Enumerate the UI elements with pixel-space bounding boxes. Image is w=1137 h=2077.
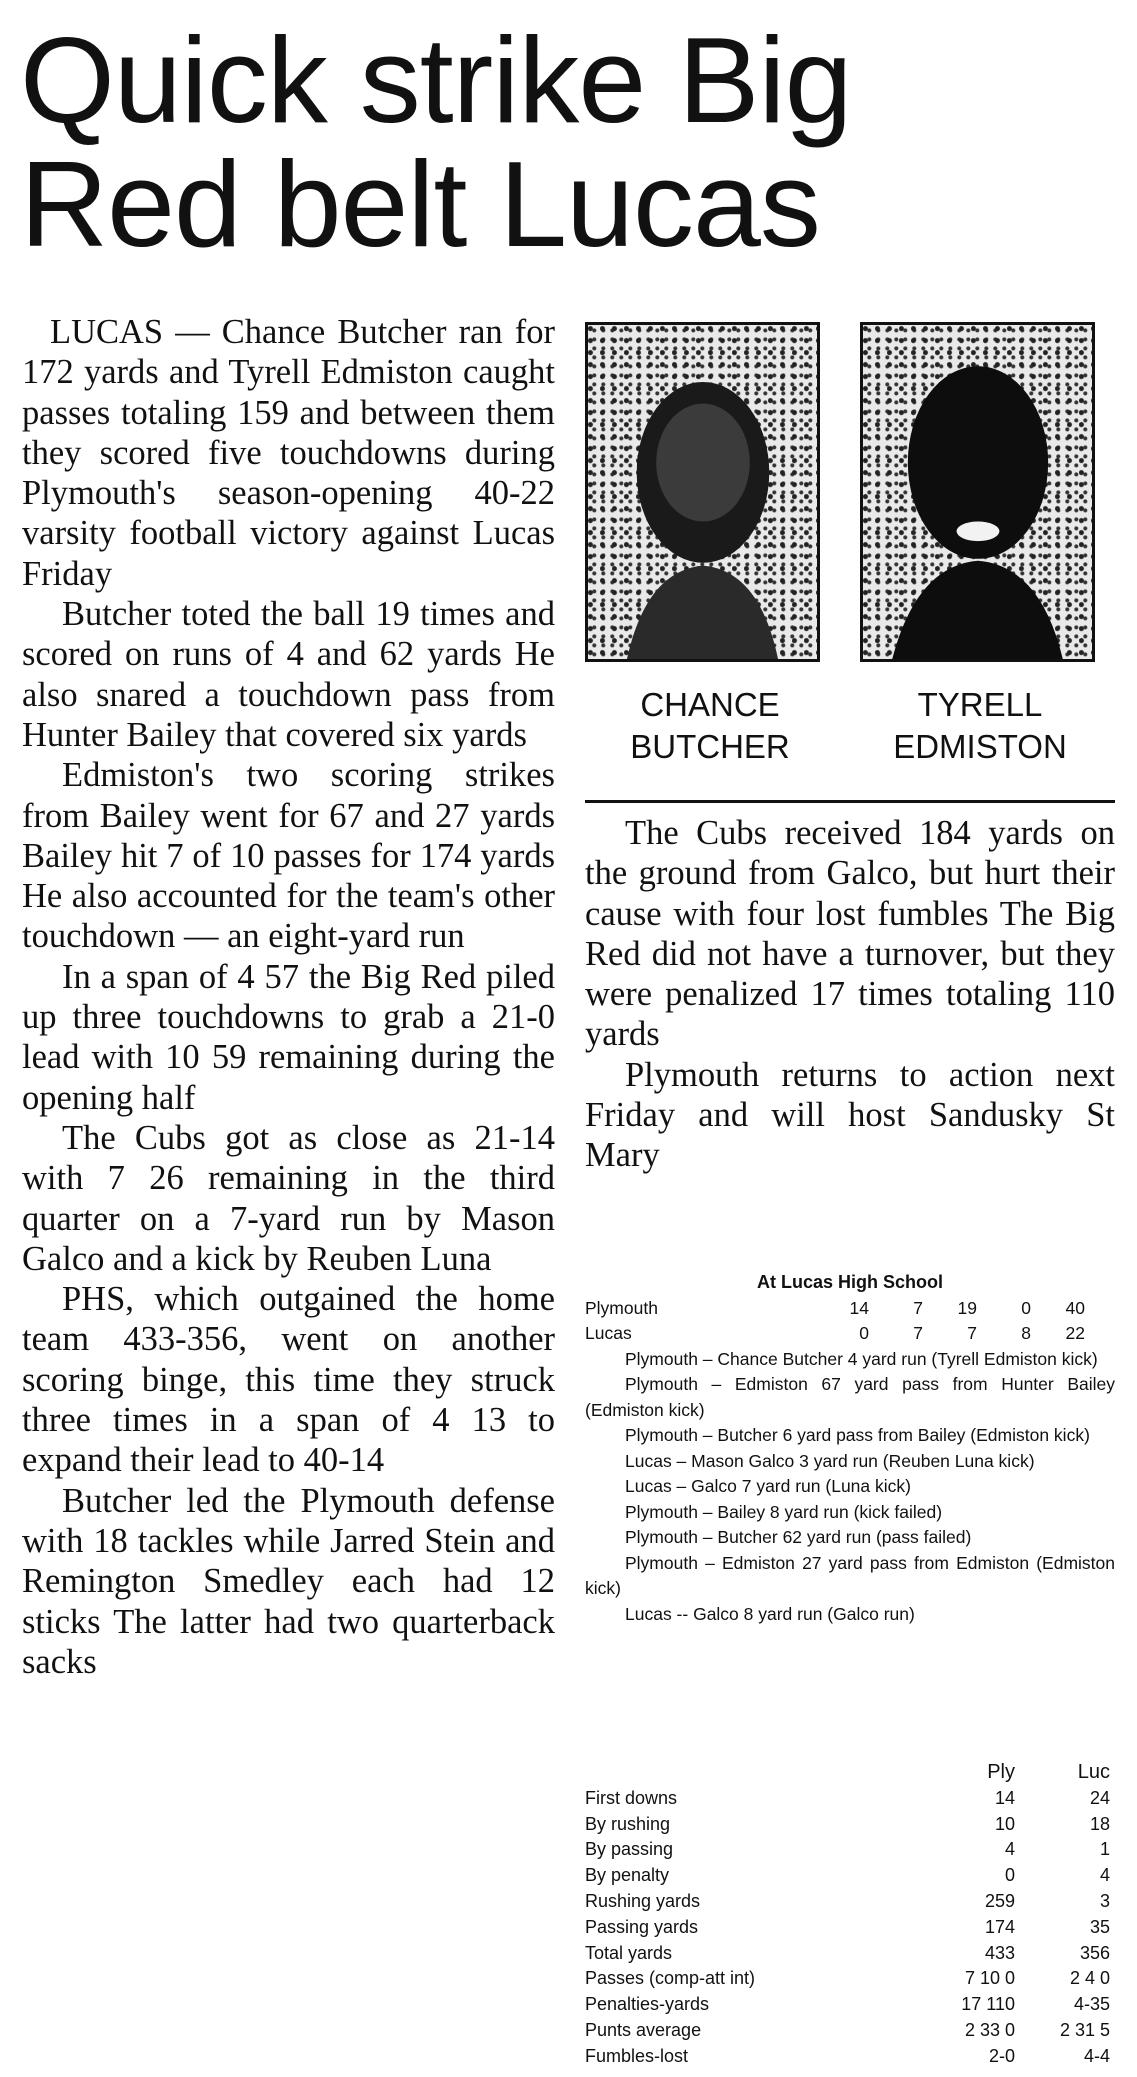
- team-name: Lucas: [585, 1323, 632, 1343]
- plymouth-value: 174: [984, 1916, 1015, 1937]
- stat-row: [585, 1941, 1115, 1967]
- quarter-score: 7: [967, 1323, 977, 1343]
- final-score: 22: [1065, 1323, 1085, 1343]
- quarter-score: 0: [1021, 1297, 1031, 1318]
- caption-chance-butcher: [585, 684, 835, 768]
- stat-row: [585, 1966, 1115, 1992]
- scoring-play: Plymouth – Bailey 8 yard run (kick failed): [625, 1501, 943, 1522]
- score-row: [585, 1321, 1115, 1347]
- plymouth-value: 4: [1004, 1839, 1015, 1860]
- scoring-summary: [585, 1270, 1115, 1627]
- column-divider: [585, 800, 1115, 803]
- scoring-play: Plymouth – Edmiston 67 yard pass from Hunter Bailey (Edmiston kick): [585, 1374, 1115, 1420]
- stat-row: [585, 2018, 1115, 2044]
- stat-row: [585, 1992, 1115, 2018]
- plymouth-value: 2-0: [988, 2045, 1015, 2066]
- paragraph: Plymouth returns to action next Friday and will host Sandusky St Mary: [585, 1055, 1115, 1175]
- quarter-score: 7: [913, 1297, 923, 1318]
- scoring-play: Plymouth – Chance Butcher 4 yard run (Tyrell Edmiston kick): [625, 1348, 1098, 1369]
- player-portrait-icon: [585, 322, 820, 662]
- caption-last-name: EDMISTON: [893, 728, 1067, 765]
- paragraph: PHS, which outgained the home team 433-356, went on another scoring binge, this time they struck three times in a span of 4 13 to expand their lead to 40-14: [22, 1280, 555, 1480]
- paragraph: In a span of 4 57 the Big Red piled up three touchdowns to grab a 21-0 lead with 10 59 remaining during the opening half: [22, 957, 555, 1117]
- lucas-value: 3: [1099, 1890, 1110, 1911]
- lucas-value: 4-4: [1083, 2045, 1110, 2066]
- scoring-play: Plymouth – Butcher 62 yard run (pass failed): [625, 1527, 972, 1547]
- scoring-play: Plymouth – Butcher 6 yard pass from Bailey (Edmiston kick): [625, 1425, 1090, 1445]
- lucas-value: 4: [1099, 1865, 1110, 1886]
- lucas-value: 35: [1089, 1916, 1110, 1937]
- quarter-score: 19: [957, 1297, 977, 1318]
- paragraph: The Cubs got as close as 21-14 with 7 26 remaining in the third quarter on a 7-yard run by Mason Galco and a kick by Reuben Luna: [22, 1118, 555, 1278]
- stat-label: By rushing: [585, 1813, 671, 1834]
- photo-captions: [585, 684, 1115, 784]
- plymouth-value: 2 33 0: [964, 2019, 1015, 2040]
- stat-label: By passing: [585, 1839, 674, 1860]
- stat-label: By penalty: [585, 1865, 670, 1886]
- scoring-play: Lucas – Galco 7 yard run (Luna kick): [625, 1476, 911, 1496]
- plymouth-value: 10: [994, 1813, 1015, 1834]
- stats-header: [585, 1760, 1115, 1786]
- stat-row: [585, 1915, 1115, 1941]
- scoring-play: Plymouth – Edmiston 27 yard pass from Edmiston (Edmiston kick): [585, 1552, 1115, 1598]
- lucas-value: 2 4 0: [1069, 1968, 1110, 1989]
- plymouth-value: 0: [1004, 1865, 1015, 1886]
- headline: [20, 12, 1120, 272]
- stat-label: Fumbles-lost: [585, 2045, 689, 2066]
- paragraph: Edmiston's two scoring strikes from Bailey went for 67 and 27 yards Bailey hit 7 of 10 passes for 174 yards He also accounted for the team's other touchdown — an eight-yard run: [22, 756, 555, 956]
- caption-tyrell-edmiston: [855, 684, 1105, 768]
- plymouth-header: Ply: [987, 1761, 1015, 1783]
- plymouth-value: 7 10 0: [964, 1968, 1015, 1989]
- team-name: Plymouth: [585, 1297, 658, 1318]
- stat-label: Passes (comp-att int): [585, 1968, 756, 1989]
- scoring-play: Lucas -- Galco 8 yard run (Galco run): [625, 1603, 915, 1624]
- paragraph: LUCAS — Chance Butcher ran for 172 yards and Tyrell Edmiston caught passes totaling 159 and between them they scored five touchdowns during Plymouth's season-opening 40-22 varsity football victory against Lucas Friday: [22, 313, 555, 593]
- player-portrait-icon: [860, 322, 1095, 662]
- lucas-value: 356: [1079, 1942, 1110, 1963]
- caption-last-name: BUTCHER: [630, 728, 790, 765]
- stat-row: [585, 1837, 1115, 1863]
- lucas-value: 2 31 5: [1059, 2019, 1110, 2040]
- plymouth-value: 433: [984, 1942, 1015, 1963]
- stat-label: Passing yards: [585, 1916, 699, 1937]
- lucas-value: 1: [1099, 1839, 1110, 1860]
- headline-line-1: Quick strike Big: [20, 12, 852, 148]
- score-row: [585, 1296, 1115, 1322]
- caption-first-name: TYRELL: [917, 686, 1043, 723]
- lucas-value: 24: [1089, 1787, 1110, 1808]
- stat-row: [585, 1863, 1115, 1889]
- final-score: 40: [1065, 1297, 1085, 1318]
- summary-title: At Lucas High School: [756, 1272, 943, 1292]
- quarter-score: 8: [1021, 1323, 1031, 1343]
- plymouth-value: 17 110: [961, 1994, 1015, 2015]
- stats-rows: [585, 1786, 1115, 2070]
- lucas-header: Luc: [1077, 1761, 1110, 1783]
- quarter-score: 14: [849, 1297, 869, 1318]
- team-statistics: [585, 1760, 1115, 2070]
- stat-label: Punts average: [585, 2019, 702, 2040]
- quarter-score: 0: [859, 1323, 869, 1343]
- stat-label: First downs: [585, 1787, 678, 1808]
- plymouth-value: 14: [994, 1787, 1015, 1808]
- lucas-value: 18: [1089, 1813, 1110, 1834]
- paragraph: Butcher toted the ball 19 times and scored on runs of 4 and 62 yards He also snared a touchdown pass from Hunter Bailey that covered six yards: [22, 595, 555, 754]
- stat-row: [585, 1812, 1115, 1838]
- stat-label: Rushing yards: [585, 1890, 701, 1911]
- stat-label: Total yards: [585, 1942, 673, 1963]
- stat-row: [585, 1889, 1115, 1915]
- scoring-play: Lucas – Mason Galco 3 yard run (Reuben Luna kick): [625, 1450, 1035, 1471]
- lucas-value: 4-35: [1073, 1994, 1110, 2015]
- stat-row: [585, 2044, 1115, 2070]
- headline-line-2: Red belt Lucas: [20, 136, 820, 272]
- plymouth-value: 259: [984, 1890, 1015, 1911]
- article-left-column: [22, 312, 555, 1682]
- paragraph: Butcher led the Plymouth defense with 18 tackles while Jarred Stein and Remington Smedley each had 12 sticks The latter had two quarterback sacks: [22, 1481, 555, 1681]
- player-photos: [585, 322, 1115, 672]
- caption-first-name: CHANCE: [640, 686, 780, 723]
- stat-row: [585, 1786, 1115, 1812]
- paragraph: The Cubs received 184 yards on the ground from Galco, but hurt their cause with four lost fumbles The Big Red did not have a turnover, but they were penalized 17 times totaling 110 yards: [585, 814, 1115, 1054]
- quarter-score: 7: [913, 1323, 923, 1343]
- stats-header-spacer: [585, 1760, 955, 1786]
- article-right-column: [585, 813, 1115, 1176]
- stat-label: Penalties-yards: [585, 1994, 710, 2015]
